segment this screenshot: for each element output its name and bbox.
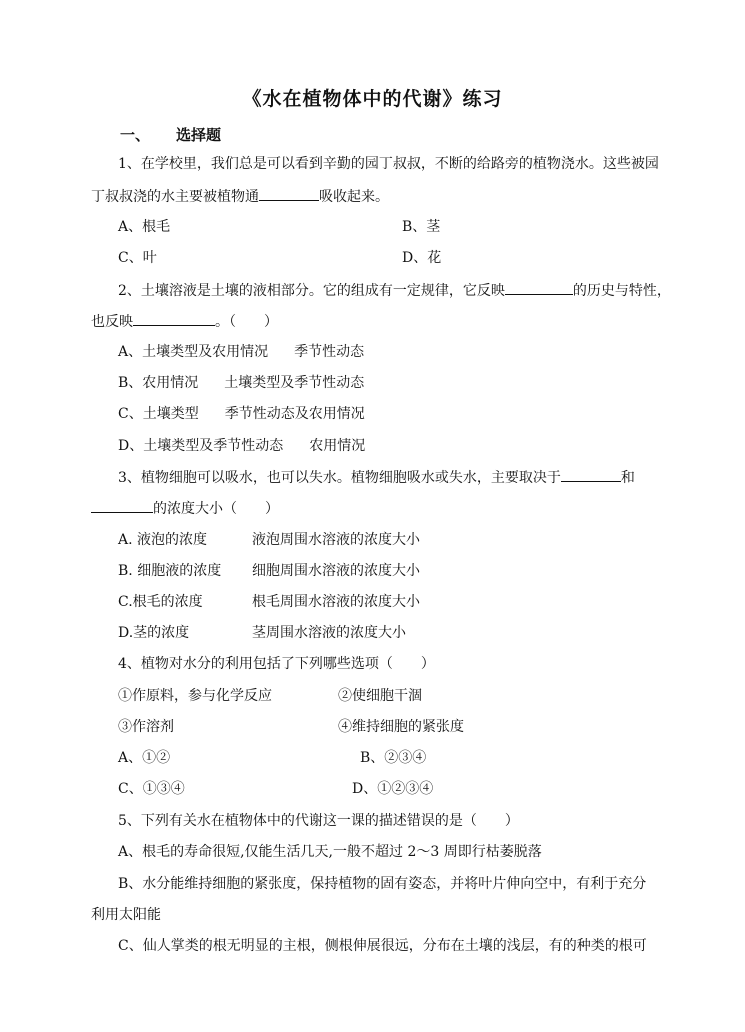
q3-option-a-1: A. 液泡的浓度 xyxy=(118,532,208,548)
q3-option-a xyxy=(118,530,420,550)
q2-option-a-2: 季节性动态 xyxy=(294,344,365,360)
q3-option-c-1: C.根毛的浓度 xyxy=(118,594,203,610)
q3-option-d xyxy=(118,623,406,643)
q2-option-c-1: C、土壤类型 xyxy=(118,406,199,422)
q5-option-c-line1: C、仙人掌类的根无明显的主根，侧根伸展很远，分布在土壤的浅层，有的种类的根可 xyxy=(118,938,647,954)
q1-text: 丁叔叔浇的水主要被植物通 xyxy=(91,189,259,205)
q3-option-b-2: 细胞周围水溶液的浓度大小 xyxy=(252,563,420,579)
q2-line1 xyxy=(118,280,671,301)
q2-blank-2 xyxy=(133,311,215,326)
q2-text-end: 。（ ） xyxy=(215,314,278,330)
q2-option-d-1: D、土壤类型及季节性动态 xyxy=(118,438,284,454)
q4-item-2: ②使细胞干涸 xyxy=(338,688,422,704)
q2-option-b-1: B、农用情况 xyxy=(118,375,199,391)
q2-option-a-1: A、土壤类型及农用情况 xyxy=(118,344,269,360)
q3-line1 xyxy=(118,467,635,488)
q2-text-2: 也反映 xyxy=(91,314,133,330)
q3-option-d-2: 茎周围水溶液的浓度大小 xyxy=(252,625,406,641)
q2-option-b xyxy=(118,373,364,393)
q5-option-b-line1: B、水分能维持细胞的紧张度，保持植物的固有姿态，并将叶片伸向空中，有利于充分 xyxy=(118,876,647,892)
q5-stem: 5、下列有关水在植物体中的代谢这一课的描述错误的是（ ） xyxy=(118,813,519,829)
q2-option-d xyxy=(118,436,365,456)
q3-text: 3、植物细胞可以吸水，也可以失水。植物细胞吸水或失水，主要取决于 xyxy=(118,470,561,486)
q2-option-b-2: 土壤类型及季节性动态 xyxy=(224,375,365,391)
q1-option-b: B、茎 xyxy=(402,219,441,235)
q3-option-d-1: D.茎的浓度 xyxy=(118,625,190,641)
q2-option-c-2: 季节性动态及农用情况 xyxy=(224,406,365,422)
q5-option-b-line2: 利用太阳能 xyxy=(91,907,161,923)
q4-option-c: C、①③④ xyxy=(118,781,185,797)
q3-blank-2 xyxy=(91,498,153,513)
q1-blank xyxy=(259,186,319,201)
q4-item-1: ①作原料，参与化学反应 xyxy=(118,688,272,704)
q1-option-a: A、根毛 xyxy=(118,219,171,235)
q2-text: 2、土壤溶液是土壤的液相部分。它的组成有一定规律，它反映 xyxy=(118,283,505,299)
q3-line2 xyxy=(91,498,279,519)
q4-option-a: A、①② xyxy=(118,750,171,766)
q2-option-a xyxy=(118,342,364,362)
q1-text-end: 吸收起来。 xyxy=(319,189,389,205)
q3-option-c-2: 根毛周围水溶液的浓度大小 xyxy=(252,594,420,610)
q3-text-and: 和 xyxy=(620,470,635,486)
q3-option-b-1: B. 细胞液的浓度 xyxy=(118,563,222,579)
q2-text-mid: 的历史与特性， xyxy=(572,283,671,299)
q3-blank-1 xyxy=(561,467,621,482)
section-label: 选择题 xyxy=(176,126,222,144)
q2-option-c xyxy=(118,404,365,424)
q2-option-d-2: 农用情况 xyxy=(309,438,366,454)
q3-option-b xyxy=(118,561,420,581)
q2-blank-1 xyxy=(505,280,573,295)
section-heading xyxy=(120,124,221,145)
q3-option-c xyxy=(118,592,420,612)
q3-text-end: 的浓度大小（ ） xyxy=(153,501,279,517)
q1-option-d: D、花 xyxy=(402,250,442,266)
q1-line2 xyxy=(91,186,389,207)
q4-option-b: B、②③④ xyxy=(360,750,427,766)
q5-option-a: A、根毛的寿命很短,仅能生活几天,一般不超过 2～3 周即行枯萎脱落 xyxy=(118,844,542,860)
q1-option-c: C、叶 xyxy=(118,250,157,266)
q2-line2 xyxy=(91,311,278,332)
page-title: 《水在植物体中的代谢》练习 xyxy=(242,88,503,110)
q4-stem: 4、植物对水分的利用包括了下列哪些选项（ ） xyxy=(118,656,435,672)
q3-option-a-2: 液泡周围水溶液的浓度大小 xyxy=(252,532,420,548)
section-number: 一、 xyxy=(120,126,151,144)
q4-option-d: D、①②③④ xyxy=(352,781,434,797)
q4-item-3: ③作溶剂 xyxy=(118,719,174,735)
q1-line1: 1、在学校里，我们总是可以看到辛勤的园丁叔叔，不断的给路旁的植物浇水。这些被园 xyxy=(118,156,659,172)
q4-item-4: ④维持细胞的紧张度 xyxy=(338,719,464,735)
